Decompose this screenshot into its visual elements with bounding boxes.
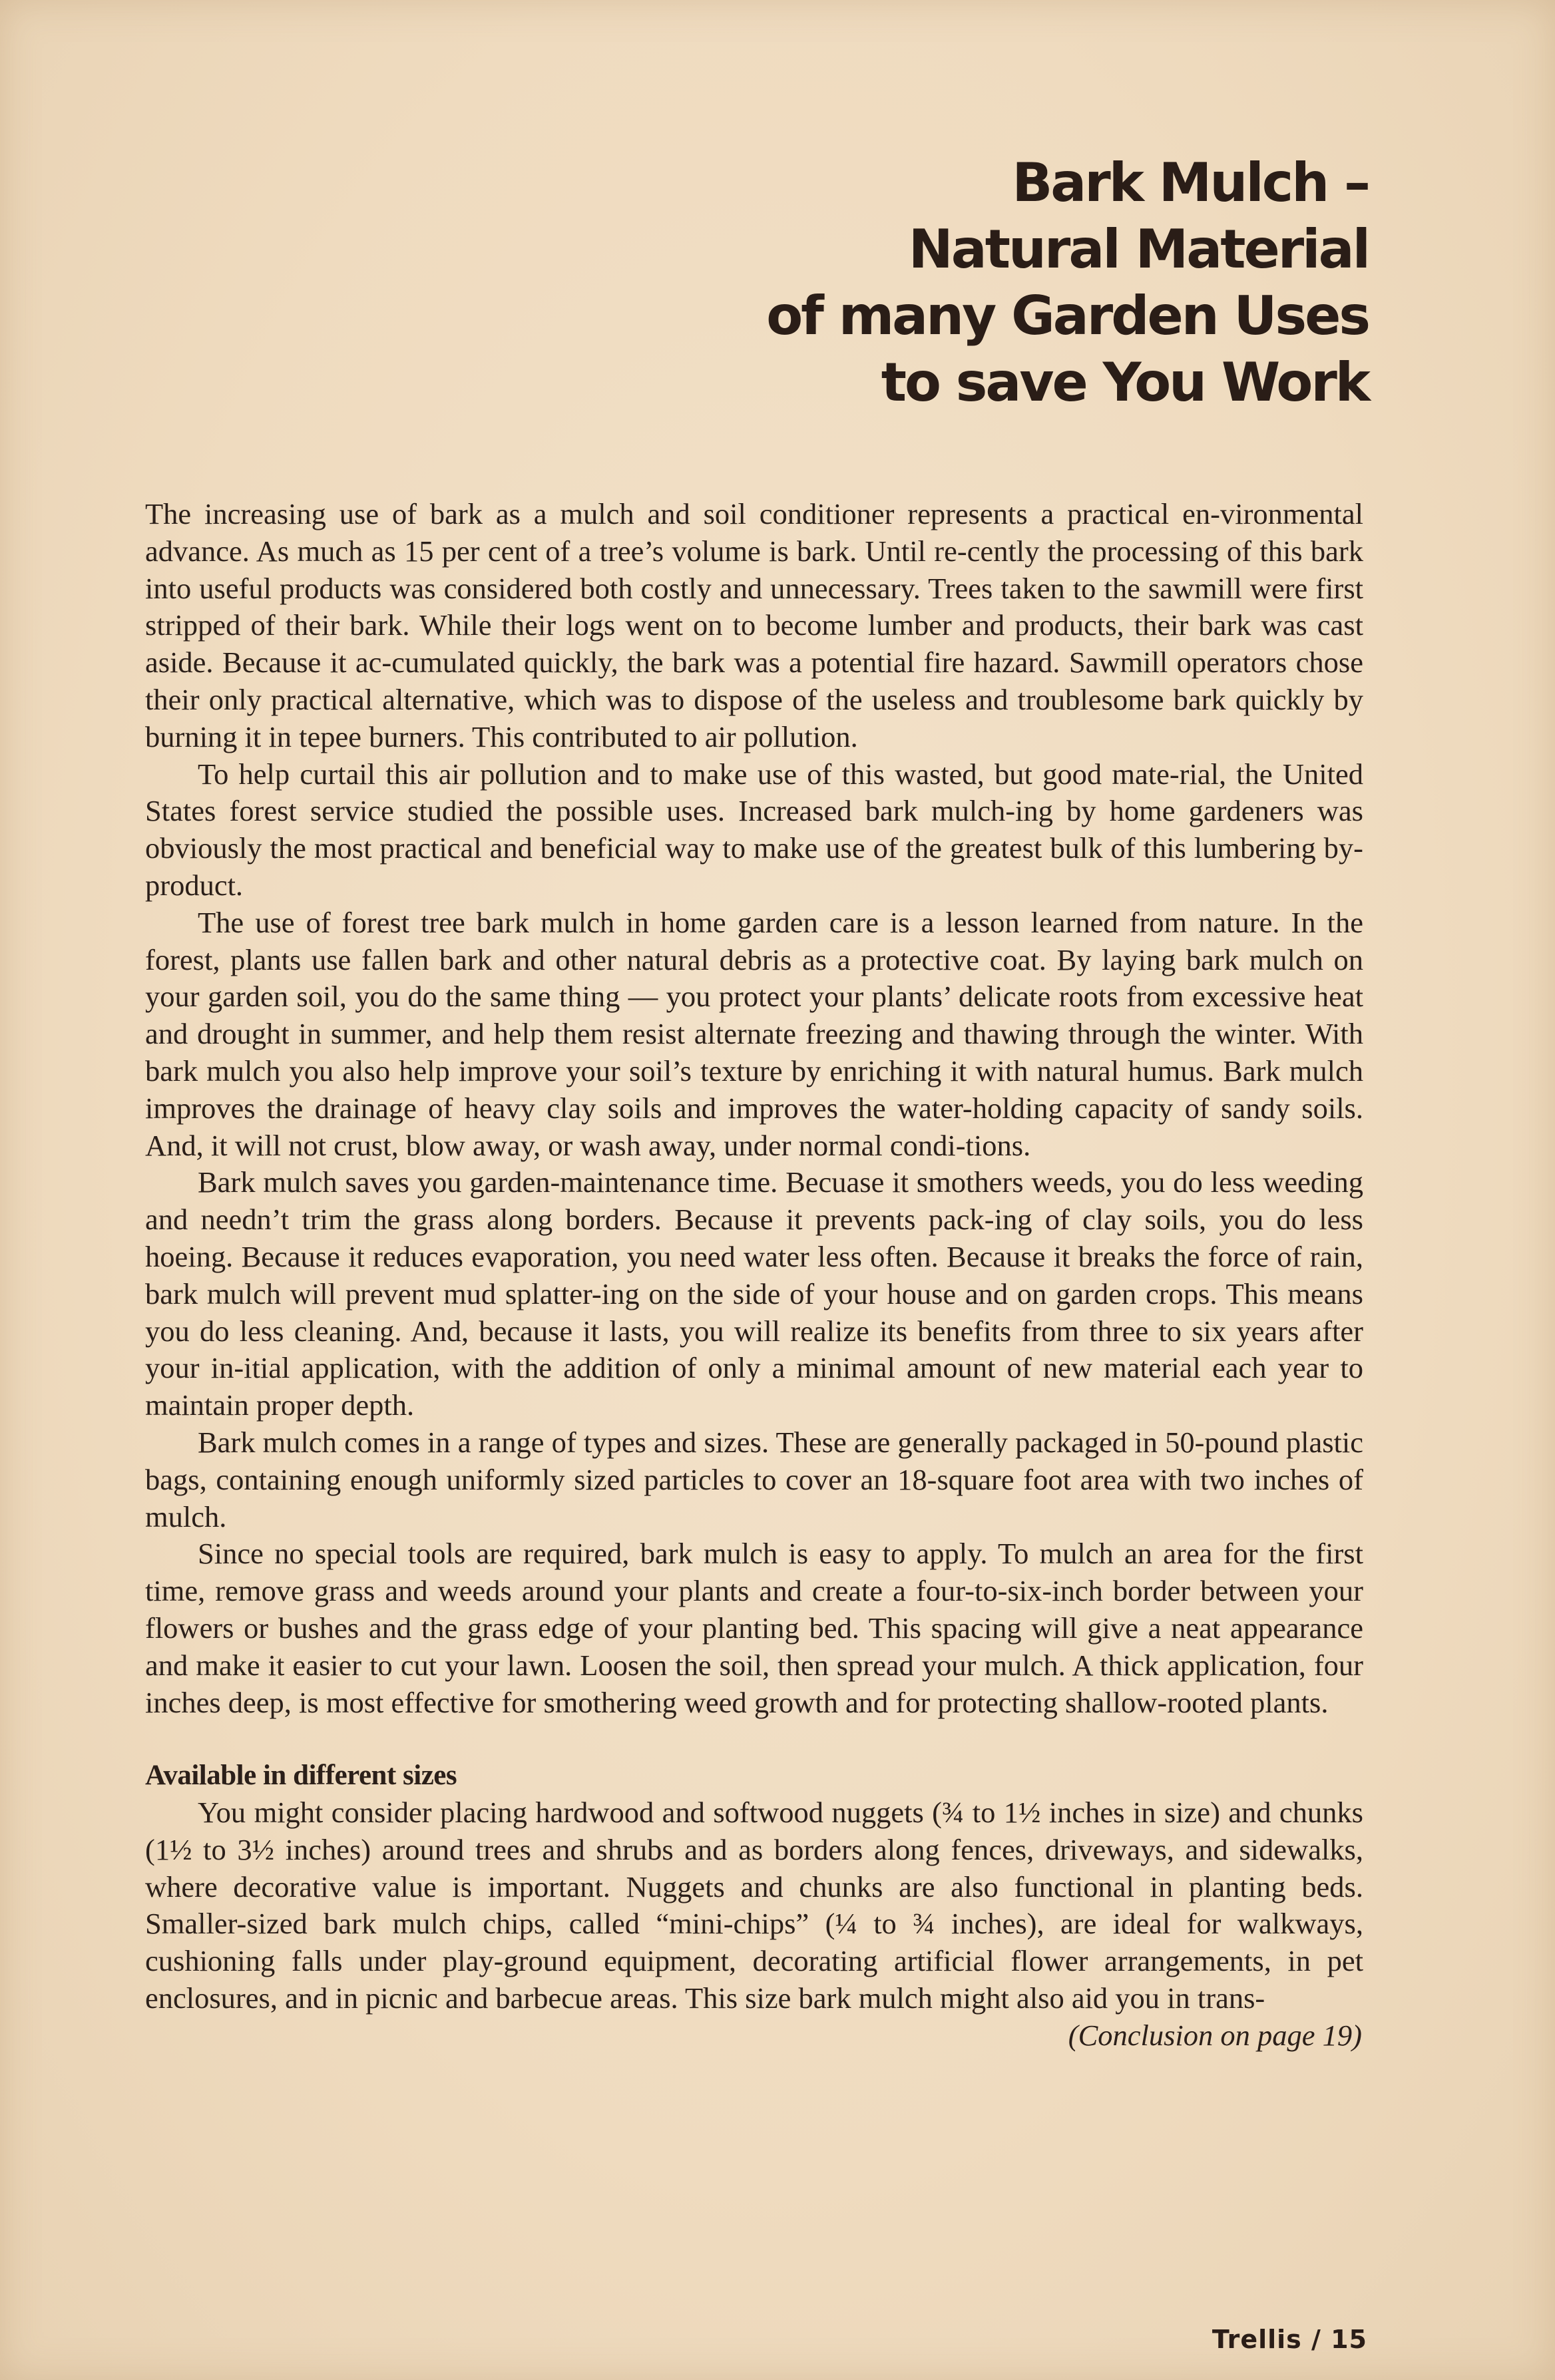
paragraph: The increasing use of bark as a mulch and soil conditioner represents a practical en-vironmental advance. As much as 15 per cent of a tree’s volume is bark. Until re-cently the processing of this bark into useful products was considered both costly and unnecessary. Trees taken to the sawmill were first stripped of their bark. While their logs went on to become lumber and products, their bark was cast aside. Because it ac-cumulated quickly, the bark was a potential fire hazard. Sawmill operators chose their only practical alternative, which was to dispose of the useless and troublesome bark quickly by burning it in tepee burners. This contributed to air pollution. — [145, 497, 1363, 753]
article-title — [437, 150, 1369, 416]
section-subheading: Available in different sizes — [145, 1760, 457, 1792]
article-body — [145, 496, 1363, 2055]
title-line: of many Garden Uses — [766, 285, 1369, 347]
continuation-note: (Conclusion on page 19) — [1068, 2018, 1362, 2052]
paragraph: Bark mulch saves you garden-maintenance time. Becuase it smothers weeds, you do less weeding and needn’t trim the grass along borders. Because it prevents pack-ing of clay soils, you do less hoeing. Because it reduces evaporation, you need water less often. Because it breaks the force of rain, bark mulch will prevent mud splatter-ing on the side of your house and on garden crops. This means you do less cleaning. And, because it lasts, you will realize its benefits from three to six years after your in-itial application, with the addition of only a minimal amount of new material each year to maintain proper depth. — [145, 1165, 1363, 1422]
paragraph: To help curtail this air pollution and to make use of this wasted, but good mate-rial, the United States forest service studied the possible uses. Increased bark mulch-ing by home gardeners was obviously the most practical and beneficial way to make use of the greatest bulk of this lumbering by-product. — [145, 757, 1363, 902]
paragraph: Since no special tools are required, bark mulch is easy to apply. To mulch an area for the first time, remove grass and weeds around your plants and create a four-to-six-inch border between your flowers or bushes and the grass edge of your planting bed. This spacing will give a neat appearance and make it easier to cut your lawn. Loosen the soil, then spread your mulch. A thick application, four inches deep, is most effective for smothering weed growth and for protecting shallow-rooted plants. — [145, 1537, 1363, 1719]
page-footer: Trellis / 15 — [1212, 2325, 1367, 2354]
paragraph: Bark mulch comes in a range of types and sizes. These are generally packaged in 50-pound plastic bags, containing enough uniformly sized particles to cover an 18-square foot area with two inches of mulch. — [145, 1425, 1363, 1533]
title-line: to save You Work — [881, 351, 1369, 413]
paragraph: The use of forest tree bark mulch in home garden care is a lesson learned from nature. In the forest, plants use fallen bark and other natural debris as a protective coat. By laying bark mulch on your garden soil, you do the same thing — you protect your plants’ delicate roots from excessive heat and drought in summer, and help them resist alternate freezing and thawing through the winter. With bark mulch you also help improve your soil’s texture by enriching it with natural humus. Bark mulch improves the drainage of heavy clay soils and improves the water-holding capacity of sandy soils. And, it will not crust, blow away, or wash away, under normal condi-tions. — [145, 905, 1363, 1162]
title-line: Natural Material — [908, 218, 1369, 280]
paragraph: You might consider placing hardwood and softwood nuggets (¾ to 1½ inches in size) and chunks (1½ to 3½ inches) around trees and shrubs and as borders along fences, driveways, and sidewalks, where decorative value is important. Nuggets and chunks are also functional in planting beds. Smaller-sized bark mulch chips, called “mini-chips” (¼ to ¾ inches), are ideal for walkways, cushioning falls under play-ground equipment, decorating artificial flower arrangements, in pet enclosures, and in picnic and barbecue areas. This size bark mulch might also aid you in trans- — [145, 1796, 1363, 2015]
title-line: Bark Mulch – — [1012, 152, 1369, 214]
